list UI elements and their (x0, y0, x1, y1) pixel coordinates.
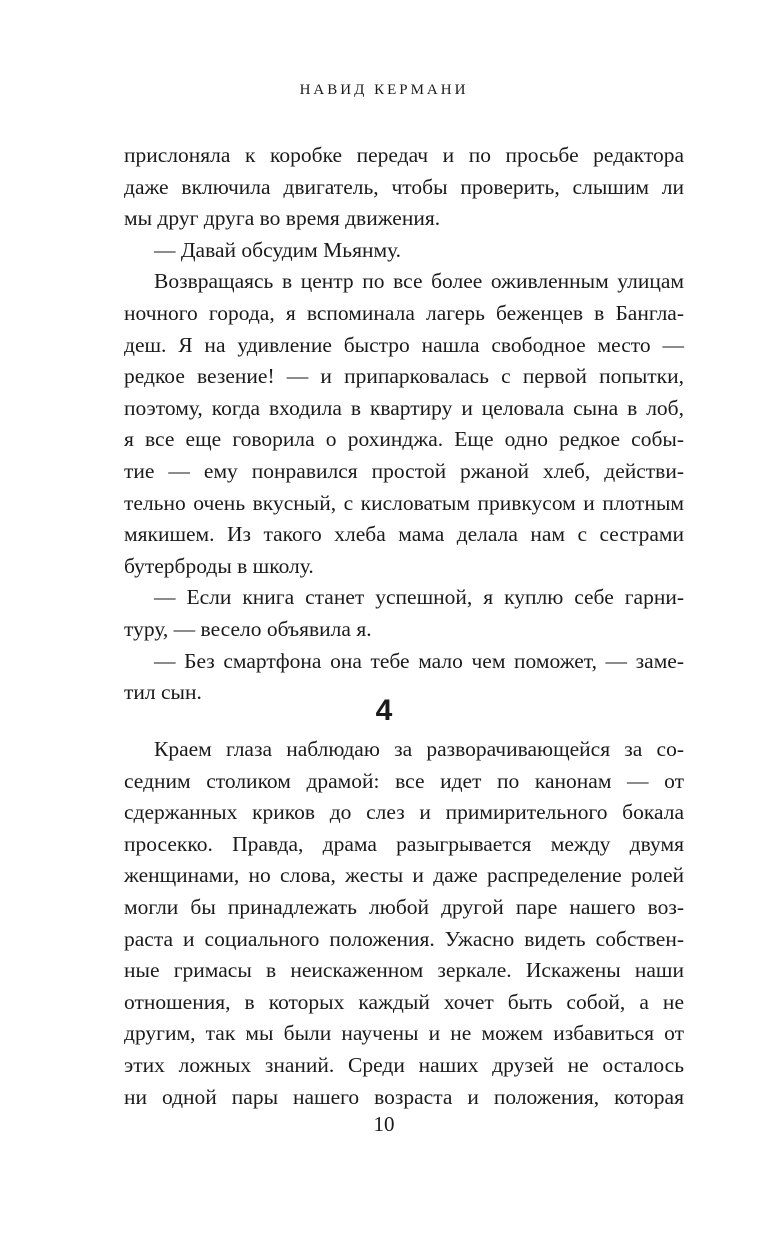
text-line: мы друг друга во время движения. (124, 206, 441, 231)
chapter-number: 4 (375, 694, 393, 727)
text-line: отношения, в которых каждый хочет быть собой, а не (124, 989, 684, 1014)
text-line: — Давай обсудим Мьянму. (154, 237, 402, 262)
text-line: раста и социального положения. Ужасно видеть собствен- (124, 926, 684, 951)
text-line: седним столиком драмой: все идет по канонам — от (124, 768, 684, 793)
text-line: Возвращаясь в центр по все более оживленным улицам (154, 269, 684, 294)
body-text-section-2 (124, 734, 684, 1113)
text-line: бутерброды в школу. (124, 553, 314, 578)
text-line: даже включила двигатель, чтобы проверить, слышим ли (124, 174, 684, 199)
text-line: ни одной пары нашего возраста и положения, которая (124, 1084, 684, 1109)
text-line: прислоняла к коробке передач и по просьбе редактора (124, 143, 684, 167)
text-line: мякишем. Из такого хлеба мама делала нам с сестрами (124, 522, 684, 547)
page-number: 10 (373, 1112, 395, 1136)
text-line: тельно очень вкусный, с кисловатым привкусом и плотным (124, 490, 684, 515)
text-line: ночного города, я вспоминала лагерь беженцев в Бангла- (124, 300, 684, 325)
text-line: редкое везение! — и припарковалась с первой попытки, (124, 364, 684, 389)
text-line: я все еще говорила о рохинджа. Еще одно редкое собы- (124, 427, 684, 452)
running-head-author: НАВИД КЕРМАНИ (299, 82, 469, 98)
text-line: тие — ему понравился простой ржаной хлеб, действи- (124, 458, 684, 483)
text-line: другим, так мы были научены и не можем избавиться от (124, 1021, 684, 1046)
text-line: деш. Я на удивление быстро нашла свободное место — (124, 332, 684, 357)
text-line: Краем глаза наблюдаю за разворачивающейся за со- (154, 737, 684, 761)
text-line: — Если книга станет успешной, я куплю себе гарни- (154, 585, 684, 610)
text-line: туру, — весело объявила я. (124, 616, 372, 641)
text-line: женщинами, но слова, жесты и даже распределение ролей (124, 863, 684, 888)
body-text-section-1 (124, 140, 684, 709)
text-line: — Без смартфона она тебе мало чем поможет, — заме- (154, 648, 684, 673)
text-line: тил сын. (124, 680, 202, 705)
text-line: могли бы принадлежать любой другой паре нашего воз- (124, 894, 684, 919)
text-line: ные гримасы в неискаженном зеркале. Искажены наши (124, 958, 684, 983)
text-line: этих ложных знаний. Среди наших друзей не осталось (124, 1052, 684, 1077)
text-line: поэтому, когда входила в квартиру и целовала сына в лоб, (124, 395, 684, 420)
text-line: сдержанных криков до слез и примирительного бокала (124, 800, 684, 825)
text-line: просекко. Правда, драма разыгрывается между двумя (124, 831, 684, 856)
